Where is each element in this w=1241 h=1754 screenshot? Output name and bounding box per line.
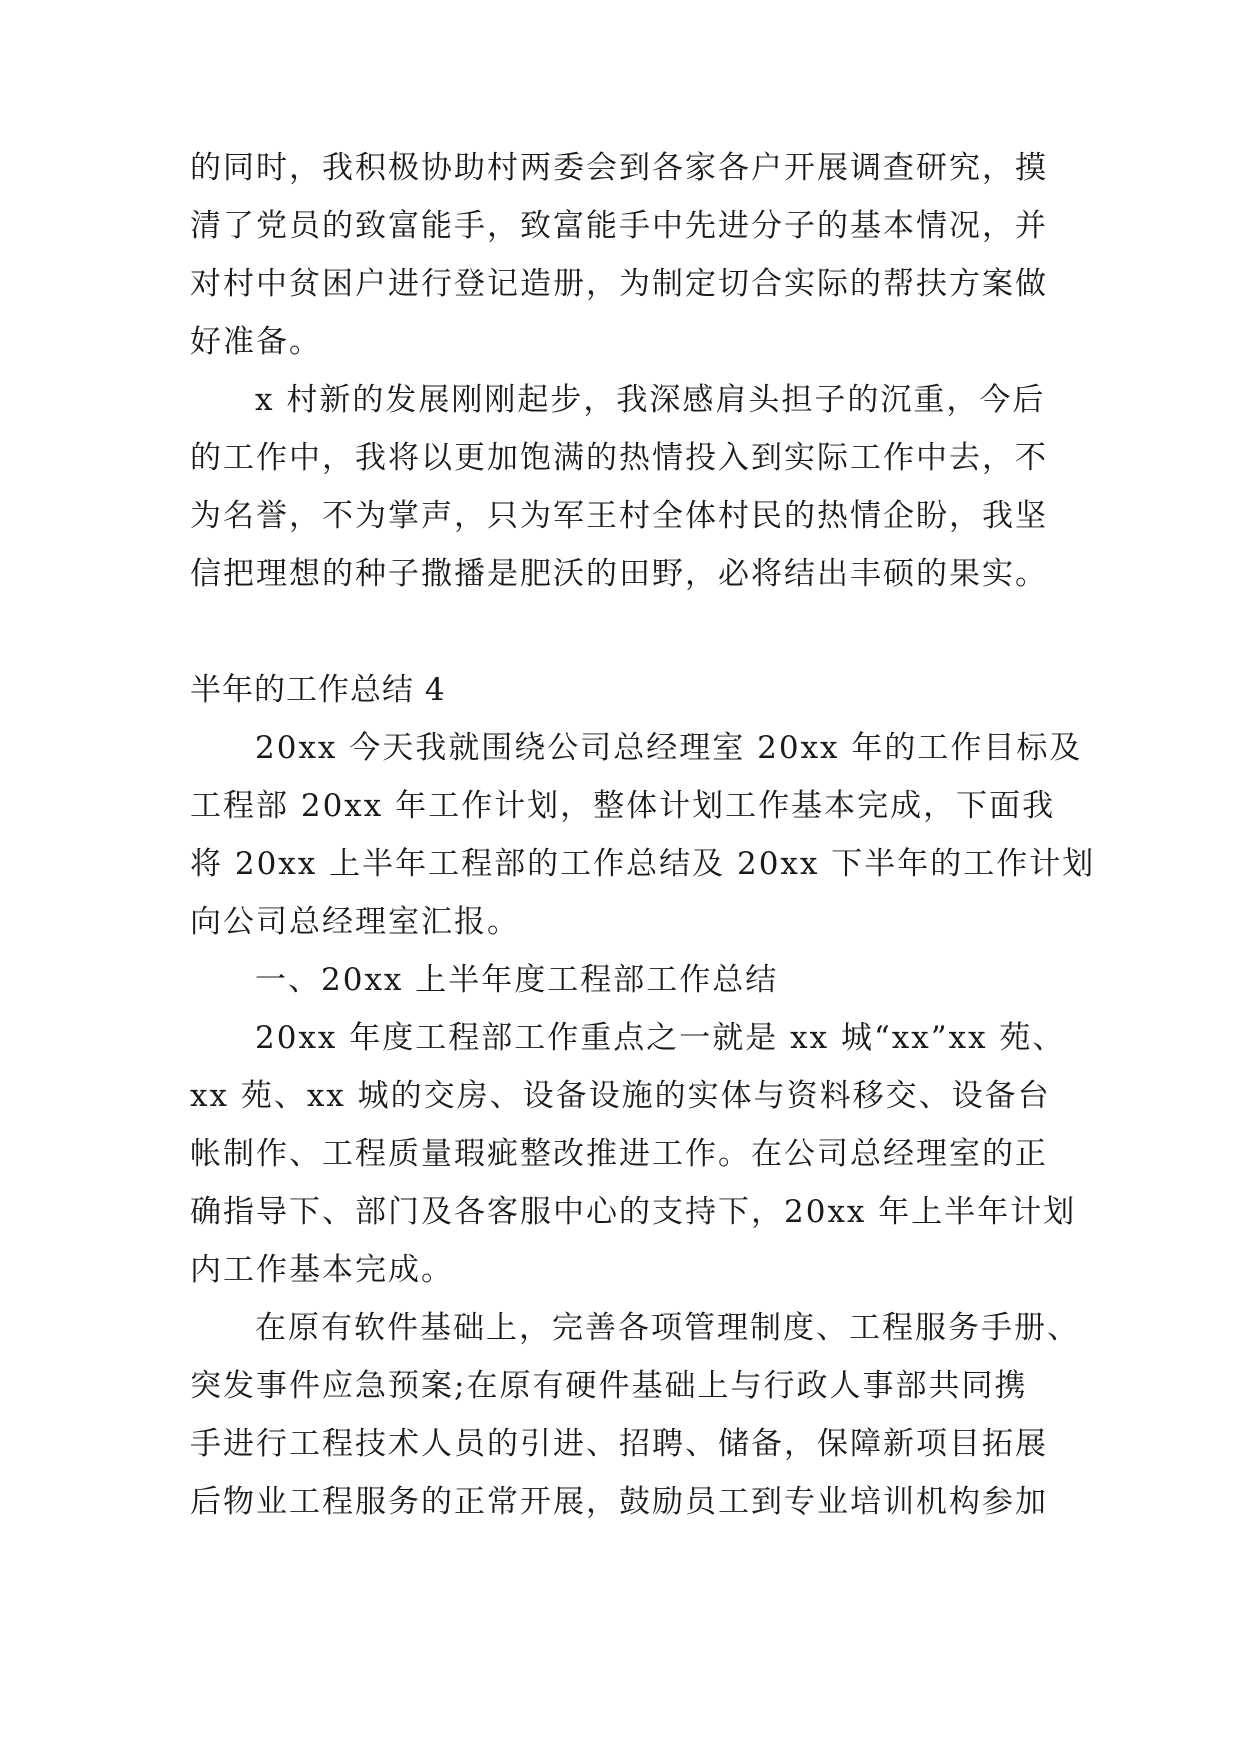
text-line: 对村中贫困户进行登记造册，为制定切合实际的帮扶方案做	[190, 266, 1048, 302]
text-line: 内工作基本完成。	[190, 1252, 454, 1288]
subheading: 一、20xx 上半年度工程部工作总结	[255, 962, 779, 998]
text-line: 突发事件应急预案;在原有硬件基础上与行政人事部共同携	[190, 1368, 1028, 1404]
text-line: 20xx 今天我就围绕公司总经理室 20xx 年的工作目标及	[255, 730, 1083, 766]
section-heading: 半年的工作总结 4	[190, 672, 446, 708]
text-line: 手进行工程技术人员的引进、招聘、储备，保障新项目拓展	[190, 1426, 1048, 1462]
text-line: 的同时，我积极协助村两委会到各家各户开展调查研究，摸	[190, 150, 1048, 186]
text-line: 20xx 年度工程部工作重点之一就是 xx 城“xx”xx 苑、	[255, 1020, 1066, 1056]
text-line: 清了党员的致富能手，致富能手中先进分子的基本情况，并	[190, 208, 1048, 244]
text-line: 工程部 20xx 年工作计划，整体计划工作基本完成，下面我	[190, 788, 1056, 824]
text-line: 在原有软件基础上，完善各项管理制度、工程服务手册、	[255, 1310, 1080, 1346]
text-line: 后物业工程服务的正常开展，鼓励员工到专业培训机构参加	[190, 1484, 1048, 1520]
text-line: 向公司总经理室汇报。	[190, 904, 520, 940]
text-line: 帐制作、工程质量瑕疵整改推进工作。在公司总经理室的正	[190, 1136, 1048, 1172]
text-line: x 村新的发展刚刚起步，我深感肩头担子的沉重，今后	[255, 382, 1046, 418]
text-line: 将 20xx 上半年工程部的工作总结及 20xx 下半年的工作计划	[190, 846, 1096, 882]
text-line: xx 苑、xx 城的交房、设备设施的实体与资料移交、设备台	[190, 1078, 1051, 1114]
text-line: 为名誉，不为掌声，只为军王村全体村民的热情企盼，我坚	[190, 498, 1048, 534]
text-line: 信把理想的种子撒播是肥沃的田野，必将结出丰硕的果实。	[190, 556, 1048, 592]
text-line: 好准备。	[190, 324, 322, 360]
text-line: 的工作中，我将以更加饱满的热情投入到实际工作中去，不	[190, 440, 1048, 476]
text-line: 确指导下、部门及各客服中心的支持下，20xx 年上半年计划	[190, 1194, 1077, 1230]
